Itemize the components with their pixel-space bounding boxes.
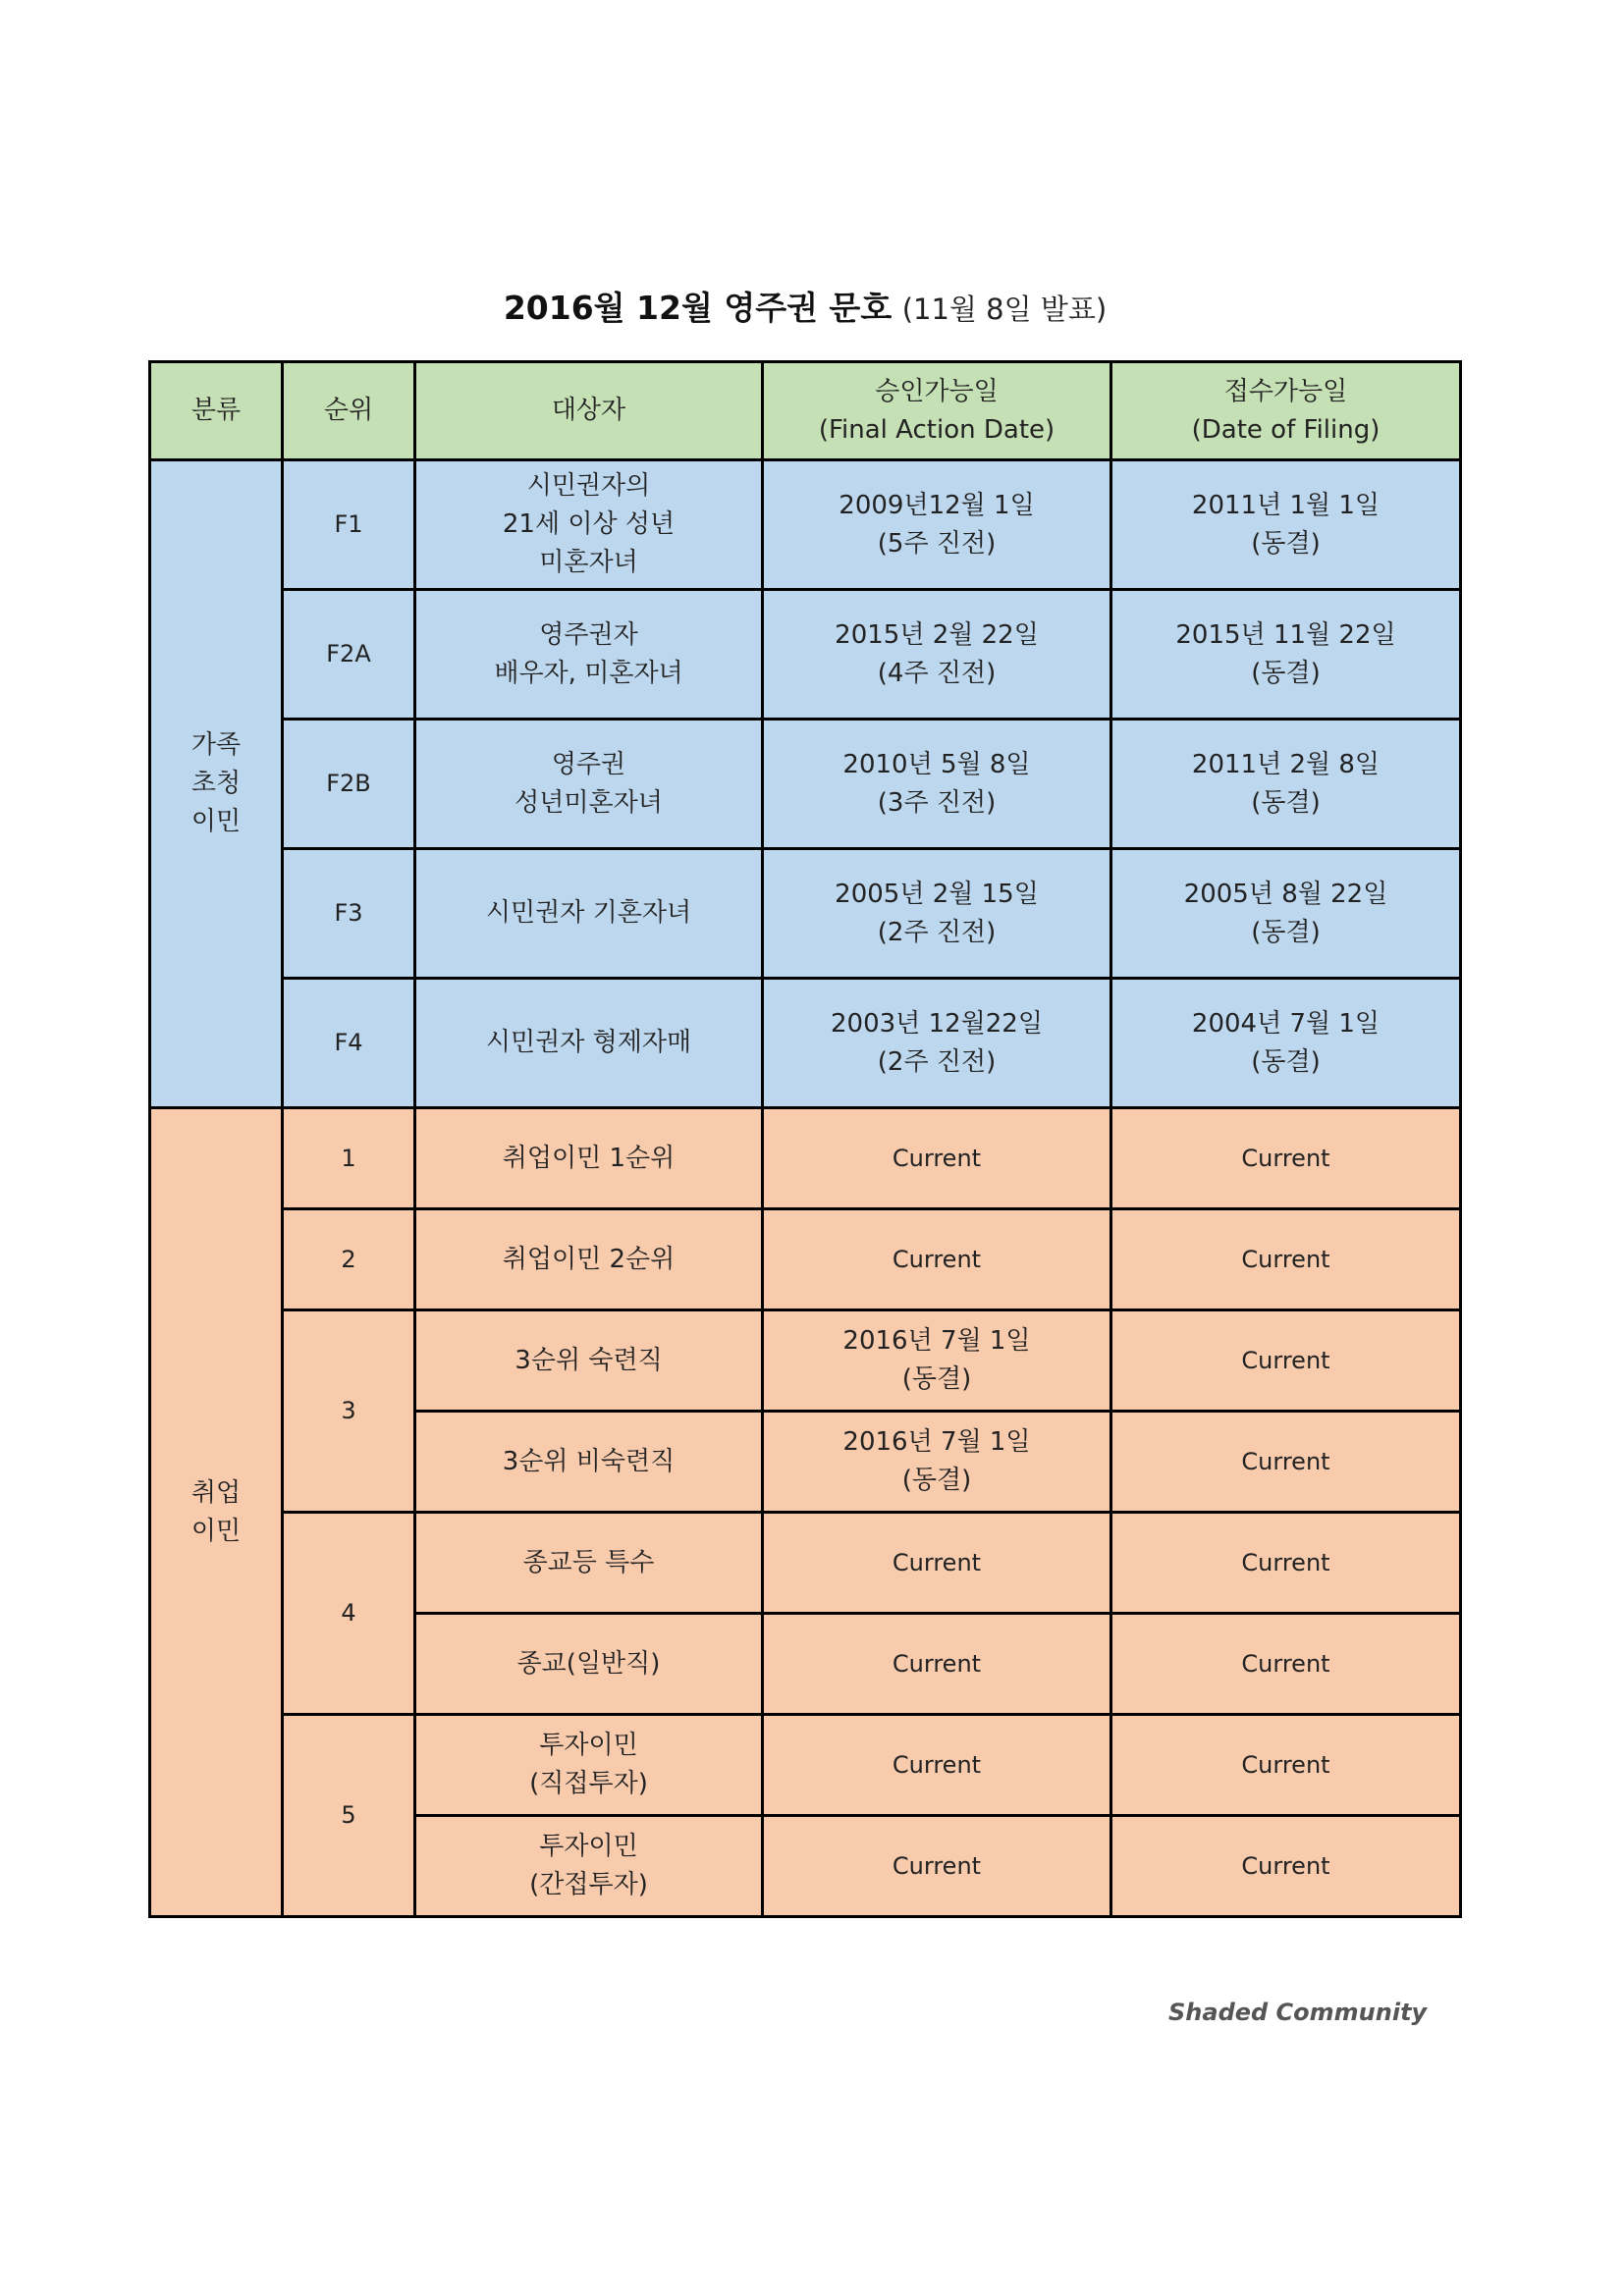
filing-cell: 2005년 8월 22일 (동결) (1111, 849, 1461, 979)
table-row (150, 460, 1461, 590)
filing-cell: 2004년 7월 1일 (동결) (1111, 979, 1461, 1108)
header-rank: 순위 (283, 362, 415, 460)
rank-cell: F2B (283, 720, 415, 849)
filing-cell: Current (1111, 1412, 1461, 1513)
target-cell: 취업이민 2순위 (415, 1209, 763, 1310)
final-action-cell: 2015년 2월 22일 (4주 진전) (763, 590, 1111, 720)
final-action-cell: 2016년 7월 1일 (동결) (763, 1310, 1111, 1412)
header-final-action (763, 362, 1111, 460)
final-action-cell: Current (763, 1209, 1111, 1310)
target-cell: 투자이민 (직접투자) (415, 1715, 763, 1816)
header-final-action-en: (Final Action Date) (818, 414, 1056, 445)
rank-cell: 4 (283, 1513, 415, 1715)
final-action-cell: 2010년 5월 8일 (3주 진전) (763, 720, 1111, 849)
header-filing (1111, 362, 1461, 460)
target-cell: 종교(일반직) (415, 1614, 763, 1715)
visa-bulletin-table (148, 360, 1462, 1918)
final-action-cell: Current (763, 1614, 1111, 1715)
table-row (150, 1310, 1461, 1412)
header-target: 대상자 (415, 362, 763, 460)
target-cell: 3순위 비숙련직 (415, 1412, 763, 1513)
target-cell: 투자이민 (간접투자) (415, 1816, 763, 1917)
target-cell: 영주권자 배우자, 미혼자녀 (415, 590, 763, 720)
target-cell: 영주권 성년미혼자녀 (415, 720, 763, 849)
target-cell: 시민권자의 21세 이상 성년 미혼자녀 (415, 460, 763, 590)
title-sub: (11월 8일 발표) (901, 293, 1108, 326)
table-row (150, 720, 1461, 849)
table-row (150, 1715, 1461, 1816)
title-main: 2016월 12월 영주권 문호 (503, 289, 893, 327)
rank-cell: F4 (283, 979, 415, 1108)
final-action-cell: Current (763, 1715, 1111, 1816)
header-filing-ko: 접수가능일 (1223, 376, 1348, 406)
target-cell: 취업이민 1순위 (415, 1108, 763, 1209)
page-title (0, 287, 1610, 331)
filing-cell: Current (1111, 1209, 1461, 1310)
rank-cell: 5 (283, 1715, 415, 1917)
final-action-cell: 2005년 2월 15일 (2주 진전) (763, 849, 1111, 979)
table-row (150, 590, 1461, 720)
final-action-cell: Current (763, 1108, 1111, 1209)
final-action-cell: 2009년12월 1일 (5주 진전) (763, 460, 1111, 590)
employment-category-cell: 취업 이민 (150, 1108, 283, 1917)
filing-cell: Current (1111, 1816, 1461, 1917)
filing-cell: Current (1111, 1513, 1461, 1614)
rank-cell: 3 (283, 1310, 415, 1513)
target-cell: 시민권자 형제자매 (415, 979, 763, 1108)
target-cell: 3순위 숙련직 (415, 1310, 763, 1412)
target-cell: 종교등 특수 (415, 1513, 763, 1614)
rank-cell: F1 (283, 460, 415, 590)
filing-cell: 2011년 1월 1일 (동결) (1111, 460, 1461, 590)
table-row (150, 1108, 1461, 1209)
header-filing-en: (Date of Filing) (1191, 414, 1380, 445)
header-category: 분류 (150, 362, 283, 460)
filing-cell: 2011년 2월 8일 (동결) (1111, 720, 1461, 849)
filing-cell: Current (1111, 1108, 1461, 1209)
table-row (150, 1513, 1461, 1614)
family-category-cell: 가족 초청 이민 (150, 460, 283, 1108)
filing-cell: Current (1111, 1310, 1461, 1412)
final-action-cell: 2003년 12월22일 (2주 진전) (763, 979, 1111, 1108)
rank-cell: 2 (283, 1209, 415, 1310)
final-action-cell: Current (763, 1513, 1111, 1614)
footer-credit: Shaded Community (1168, 1999, 1428, 2026)
filing-cell: Current (1111, 1614, 1461, 1715)
filing-cell: Current (1111, 1715, 1461, 1816)
filing-cell: 2015년 11월 22일 (동결) (1111, 590, 1461, 720)
header-row (150, 362, 1461, 460)
table-row (150, 1209, 1461, 1310)
header-final-action-ko: 승인가능일 (875, 376, 999, 406)
rank-cell: F2A (283, 590, 415, 720)
final-action-cell: Current (763, 1816, 1111, 1917)
target-cell: 시민권자 기혼자녀 (415, 849, 763, 979)
table-row (150, 979, 1461, 1108)
table-row (150, 849, 1461, 979)
rank-cell: 1 (283, 1108, 415, 1209)
rank-cell: F3 (283, 849, 415, 979)
final-action-cell: 2016년 7월 1일 (동결) (763, 1412, 1111, 1513)
